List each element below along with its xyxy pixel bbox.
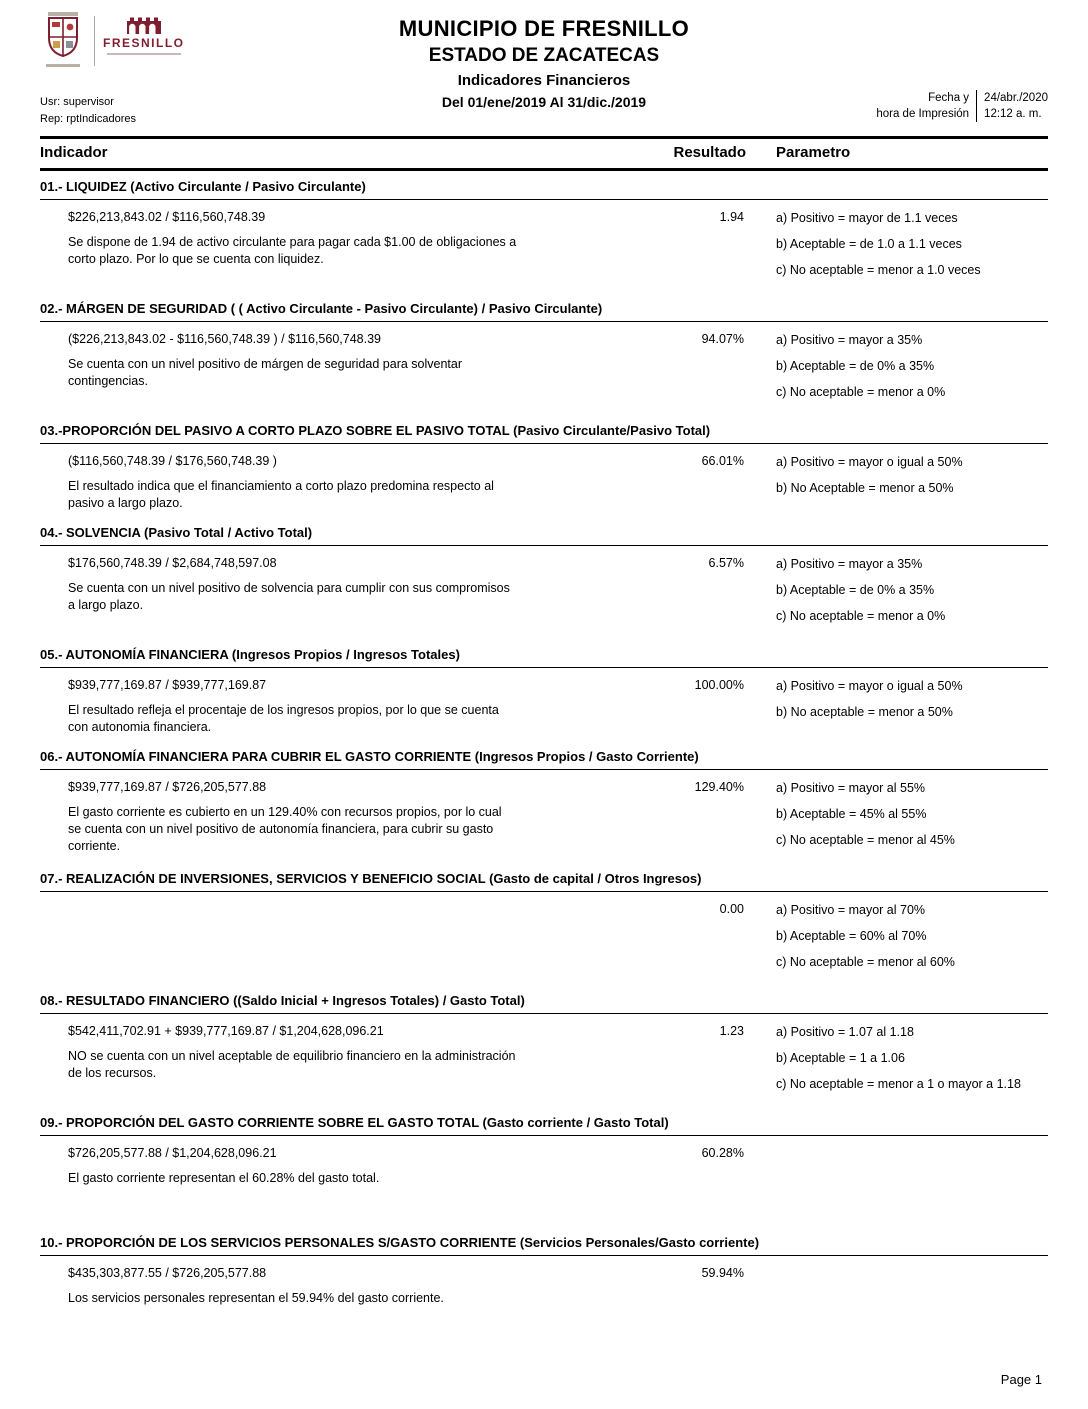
result-value: 94.07% — [701, 332, 744, 346]
parameter-line: a) Positivo = mayor o igual a 50% — [776, 679, 963, 693]
section-left-column — [40, 210, 663, 288]
print-date: 24/abr./2020 — [984, 92, 1048, 104]
result-value: 59.94% — [701, 1266, 744, 1280]
result-value: 66.01% — [701, 454, 744, 468]
section-body — [40, 678, 1048, 736]
indicator-section — [40, 993, 1048, 1102]
parameter-line: b) Aceptable = 45% al 55% — [776, 807, 927, 821]
description-text: Se cuenta con un nivel positivo de solvencia para cumplir con sus compromisos a largo plazo. — [68, 581, 510, 612]
parameters-list — [768, 210, 1048, 288]
report-title: Indicadores Financieros — [457, 72, 631, 89]
parameter-line: c) No aceptable = menor a 0% — [776, 385, 946, 399]
result-value: 6.57% — [708, 556, 744, 570]
report-period: Del 01/ene/2019 Al 31/dic./2019 — [441, 94, 647, 110]
parameter-line: c) No aceptable = menor a 0% — [776, 609, 946, 623]
section-left-column — [40, 1024, 663, 1102]
logo-wordmark: FRESNILLO — [103, 36, 185, 50]
indicator-section — [40, 1115, 1048, 1187]
parameter-line: a) Positivo = mayor de 1.1 veces — [776, 211, 958, 225]
parameter-line: a) Positivo = mayor al 70% — [776, 903, 926, 917]
logo-group — [38, 12, 185, 67]
description-text: Se dispone de 1.94 de activo circulante para pagar cada $1.00 de obligaciones a corto plazo. Por lo que se cuenta con liquidez. — [68, 235, 517, 266]
section-title: 09.- PROPORCIÓN DEL GASTO CORRIENTE SOBRE EL GASTO TOTAL (Gasto corriente / Gasto Total) — [40, 1115, 669, 1130]
indicator-section — [40, 871, 1048, 980]
print-label-line2: hora de Impresión — [876, 108, 970, 120]
section-title: 06.- AUTONOMÍA FINANCIERA PARA CUBRIR EL GASTO CORRIENTE (Ingresos Propios / Gasto Corriente) — [40, 749, 699, 764]
section-left-column — [40, 1146, 663, 1187]
parameter-line: b) Aceptable = de 1.0 a 1.1 veces — [776, 237, 962, 251]
parameter-line: a) Positivo = mayor o igual a 50% — [776, 455, 963, 469]
section-left-column — [40, 556, 663, 634]
formula-text: $542,411,702.91 + $939,777,169.87 / $1,204,628,096.21 — [68, 1024, 384, 1038]
indicator-section — [40, 749, 1048, 858]
result-value: 1.23 — [719, 1024, 744, 1038]
parameters-list — [768, 1266, 1048, 1307]
indicator-section — [40, 301, 1048, 410]
print-values — [976, 90, 1048, 122]
formula-text: $939,777,169.87 / $726,205,577.88 — [68, 780, 267, 794]
parameters-list — [768, 1024, 1048, 1102]
crest-caption-bar — [46, 64, 80, 67]
parameter-line: b) Aceptable = de 0% a 35% — [776, 583, 935, 597]
parameter-line: c) No aceptable = menor a 1.0 veces — [776, 263, 981, 277]
section-title: 04.- SOLVENCIA (Pasivo Total / Activo Total) — [40, 525, 313, 540]
section-body — [40, 1024, 1048, 1102]
section-divider — [40, 545, 1048, 546]
report-id-label: Rep: rptIndicadores — [40, 113, 136, 125]
result-value: 129.40% — [694, 780, 744, 794]
formula-text: $726,205,577.88 / $1,204,628,096.21 — [68, 1146, 277, 1160]
section-divider — [40, 443, 1048, 444]
section-body — [40, 210, 1048, 288]
coat-of-arms-icon — [38, 12, 88, 67]
parameters-list — [768, 902, 1048, 980]
parameters-list — [768, 678, 1048, 736]
section-body — [40, 780, 1048, 858]
section-left-column — [40, 454, 663, 512]
section-divider — [40, 199, 1048, 200]
table-header — [40, 136, 1048, 171]
parameter-line: a) Positivo = mayor a 35% — [776, 557, 923, 571]
parameters-list — [768, 556, 1048, 634]
description-text: NO se cuenta con un nivel aceptable de equilibrio financiero en la administración de los recursos. — [68, 1049, 516, 1080]
parameters-list — [768, 332, 1048, 410]
parameter-line: b) No aceptable = menor a 50% — [776, 705, 953, 719]
formula-text: $939,777,169.87 / $939,777,169.87 — [68, 678, 267, 692]
report-header — [40, 12, 1048, 134]
section-title: 05.- AUTONOMÍA FINANCIERA (Ingresos Propios / Ingresos Totales) — [40, 647, 460, 662]
fresnillo-logo — [103, 12, 185, 55]
indicator-section — [40, 525, 1048, 634]
parameter-line: a) Positivo = 1.07 al 1.18 — [776, 1025, 914, 1039]
result-value: 100.00% — [694, 678, 744, 692]
section-divider — [40, 321, 1048, 322]
parameter-line: c) No aceptable = menor al 60% — [776, 955, 955, 969]
section-divider — [40, 1135, 1048, 1136]
parameter-line: b) Aceptable = de 0% a 35% — [776, 359, 935, 373]
formula-text: $176,560,748.39 / $2,684,748,597.08 — [68, 556, 277, 570]
indicator-sections — [40, 179, 1048, 1307]
section-left-column — [40, 902, 663, 980]
parameter-line: a) Positivo = mayor a 35% — [776, 333, 923, 347]
section-title: 01.- LIQUIDEZ (Activo Circulante / Pasivo Circulante) — [40, 179, 366, 194]
section-divider — [40, 769, 1048, 770]
municipality-title: MUNICIPIO DE FRESNILLO — [398, 16, 690, 41]
section-body — [40, 1266, 1048, 1307]
parameter-line: b) Aceptable = 1 a 1.06 — [776, 1051, 905, 1065]
column-header-indicator: Indicador — [40, 144, 108, 161]
section-body — [40, 1146, 1048, 1187]
parameters-list — [768, 780, 1048, 858]
section-left-column — [40, 332, 663, 410]
state-subtitle: ESTADO DE ZACATECAS — [428, 45, 660, 66]
formula-text: ($116,560,748.39 / $176,560,748.39 ) — [68, 454, 277, 468]
section-title: 03.-PROPORCIÓN DEL PASIVO A CORTO PLAZO SOBRE EL PASIVO TOTAL (Pasivo Circulante/Pasivo Total) — [40, 423, 711, 438]
description-text: Se cuenta con un nivel positivo de márgen de seguridad para solventar contingencias. — [68, 357, 463, 388]
description-text: Los servicios personales representan el 59.94% del gasto corriente. — [68, 1291, 444, 1305]
print-time: 12:12 a. m. — [984, 108, 1042, 120]
parameter-line: c) No aceptable = menor al 45% — [776, 833, 955, 847]
user-label: Usr: supervisor — [40, 96, 114, 108]
section-title: 08.- RESULTADO FINANCIERO ((Saldo Inicial + Ingresos Totales) / Gasto Total) — [40, 993, 525, 1008]
user-info — [40, 94, 136, 128]
parameter-line: b) No Aceptable = menor a 50% — [776, 481, 954, 495]
section-divider — [40, 1255, 1048, 1256]
parameter-line: c) No aceptable = menor a 1 o mayor a 1.18 — [776, 1077, 1021, 1091]
section-divider — [40, 891, 1048, 892]
section-left-column — [40, 780, 663, 858]
column-header-result: Resultado — [673, 144, 746, 161]
indicator-section — [40, 1235, 1048, 1307]
description-text: El resultado indica que el financiamiento a corto plazo predomina respecto al pasivo a largo plazo. — [68, 479, 494, 510]
print-label-line1: Fecha y — [928, 92, 970, 104]
result-value: 60.28% — [701, 1146, 744, 1160]
indicator-section — [40, 179, 1048, 288]
indicator-section — [40, 423, 1048, 512]
description-text: El gasto corriente es cubierto en un 129.40% con recursos propios, por lo cual se cuenta con un nivel positivo de autonomía financiera, para cubrir su gasto corriente. — [68, 805, 502, 853]
formula-text: $435,303,877.55 / $726,205,577.88 — [68, 1266, 267, 1280]
parameters-list — [768, 454, 1048, 512]
parameter-line: a) Positivo = mayor al 55% — [776, 781, 926, 795]
formula-text — [68, 902, 663, 903]
section-title: 02.- MÁRGEN DE SEGURIDAD ( ( Activo Circulante - Pasivo Circulante) / Pasivo Circulante) — [40, 301, 603, 316]
parameter-line: b) Aceptable = 60% al 70% — [776, 929, 927, 943]
section-divider — [40, 1013, 1048, 1014]
formula-text: $226,213,843.02 / $116,560,748.39 — [68, 210, 266, 224]
building-arches-icon — [126, 16, 162, 34]
formula-text: ($226,213,843.02 - $116,560,748.39 ) / $116,560,748.39 — [68, 332, 381, 346]
logo-divider — [94, 16, 95, 66]
section-title: 07.- REALIZACIÓN DE INVERSIONES, SERVICIOS Y BENEFICIO SOCIAL (Gasto de capital / Otros Ingresos) — [40, 871, 702, 886]
indicator-section — [40, 647, 1048, 736]
print-info — [876, 90, 1048, 122]
section-body — [40, 454, 1048, 512]
print-labels — [876, 90, 976, 122]
section-body — [40, 902, 1048, 980]
section-body — [40, 332, 1048, 410]
section-title: 10.- PROPORCIÓN DE LOS SERVICIOS PERSONALES S/GASTO CORRIENTE (Servicios Personales/Gasto corriente) — [40, 1235, 760, 1250]
section-body — [40, 556, 1048, 634]
description-text: El resultado refleja el procentaje de los ingresos propios, por lo que se cuenta con autonomia financiera. — [68, 703, 499, 734]
section-left-column — [40, 678, 663, 736]
section-divider — [40, 667, 1048, 668]
description-text: El gasto corriente representan el 60.28% del gasto total. — [68, 1171, 380, 1185]
section-left-column — [40, 1266, 663, 1307]
logo-tagline-bar — [107, 53, 181, 55]
parameters-list — [768, 1146, 1048, 1187]
column-header-parameter: Parametro — [776, 144, 851, 161]
page-number: Page 1 — [1000, 1372, 1042, 1387]
result-value: 1.94 — [719, 210, 744, 224]
result-value: 0.00 — [719, 902, 744, 916]
